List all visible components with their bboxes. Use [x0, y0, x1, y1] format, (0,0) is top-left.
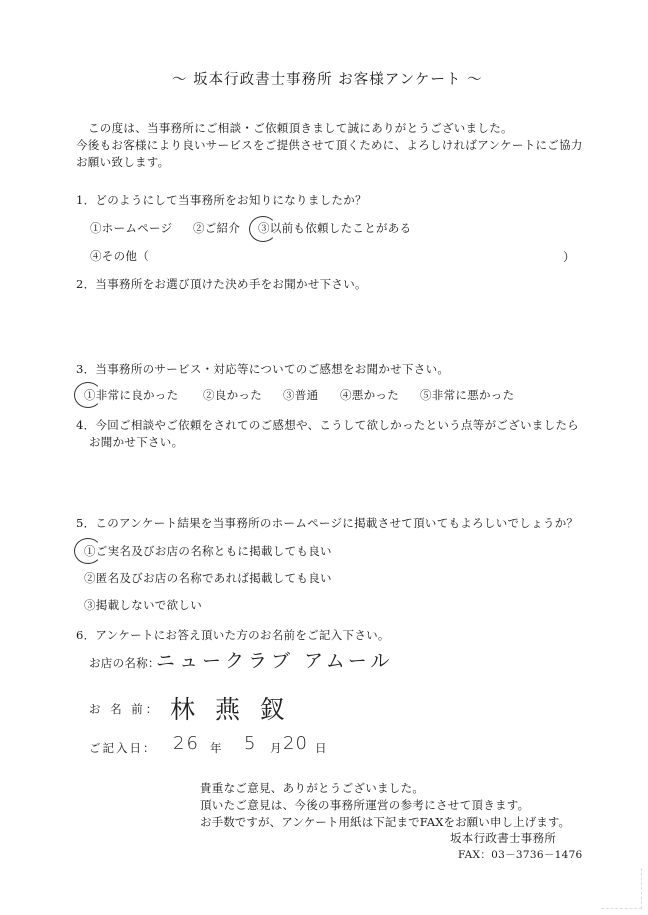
q2-question: 2．当事務所をお選び頂けた決め手をお聞かせ下さい。 — [76, 277, 367, 291]
q1-option-referral[interactable]: ②ご紹介 — [193, 221, 241, 235]
intro-line-2: 今後もお客様により良いサービスをご提供させて頂くために、よろしければアンケートにご協力 — [76, 138, 583, 152]
page-title: ～ 坂本行政書士事務所 お客様アンケート ～ — [172, 72, 483, 88]
day-unit: 日 — [315, 741, 327, 755]
footer-fax-request: お手数ですが、アンケート用紙は下記までFAXをお願い申し上げます。 — [200, 815, 571, 829]
q5-question: 5．このアンケート結果を当事務所のホームページに掲載させて頂いてもよろしいでしょうか？ — [76, 516, 579, 530]
q1-question: 1．どのようにして当事務所をお知りになりましたか？ — [76, 193, 367, 207]
q3-question: 3．当事務所のサービス・対応等についてのご感想をお聞かせ下さい。 — [76, 362, 450, 376]
q5-option-do-not-post[interactable]: ③掲載しないで欲しい — [84, 598, 202, 612]
date-day-handwritten[interactable]: 20 — [283, 733, 308, 754]
footer-note: 頂いたご意見は、今後の事務所運営の参考にさせて頂きます。 — [200, 798, 530, 812]
q3-option-good[interactable]: ②良かった — [203, 388, 262, 402]
shop-name-handwritten[interactable]: ニュークラブ アムール — [156, 650, 394, 672]
scan-edge-mark — [601, 868, 642, 909]
customer-name-handwritten[interactable]: 林 燕 釵 — [170, 695, 291, 724]
footer-office-name: 坂本行政書士事務所 — [450, 831, 557, 845]
q5-option-anonymous[interactable]: ②匿名及びお店の名称であれば掲載しても良い — [84, 571, 332, 585]
date-month-handwritten[interactable]: 5 — [244, 733, 260, 754]
q3-option-very-good[interactable]: ①非常に良かった — [84, 388, 179, 402]
q3-option-bad[interactable]: ④悪かった — [340, 388, 399, 402]
date-year-handwritten[interactable]: 26 — [173, 733, 200, 754]
q6-question: 6．アンケートにお答え頂いた方のお名前をご記入下さい。 — [76, 628, 390, 642]
q4-question-line-2: お聞かせ下さい。 — [89, 435, 184, 449]
q3-option-very-bad[interactable]: ⑤非常に悪かった — [420, 388, 515, 402]
q3-option-average[interactable]: ③普通 — [283, 388, 319, 402]
q1-option-previous-client[interactable]: ③以前も依頼したことがある — [258, 221, 412, 235]
q1-option-other[interactable]: ④その他（ — [90, 249, 149, 263]
date-label: ご記入日： — [89, 741, 157, 755]
q1-other-close-paren: ） — [563, 250, 576, 264]
shop-name-label: お店の名称： — [89, 656, 160, 670]
month-unit: 月 — [270, 741, 282, 755]
q5-option-real-name[interactable]: ①ご実名及びお店の名称ともに掲載しても良い — [84, 544, 332, 558]
intro-line-1: この度は、当事務所にご相談・ご依頼頂きまして誠にありがとうございました。 — [88, 121, 513, 135]
footer-fax-number: FAX：03－3736－1476 — [458, 849, 583, 861]
footer-thanks: 貴重なご意見、ありがとうございました。 — [200, 781, 425, 795]
intro-line-3: お願い致します。 — [76, 155, 170, 169]
q4-question-line-1: 4．今回ご相談やご依頼をされてのご感想や、こうして欲しかったという点等がございましたら — [76, 418, 579, 432]
year-unit: 年 — [210, 741, 222, 755]
q1-option-homepage[interactable]: ①ホームページ — [90, 221, 173, 235]
customer-name-label: お 名 前： — [89, 702, 161, 716]
